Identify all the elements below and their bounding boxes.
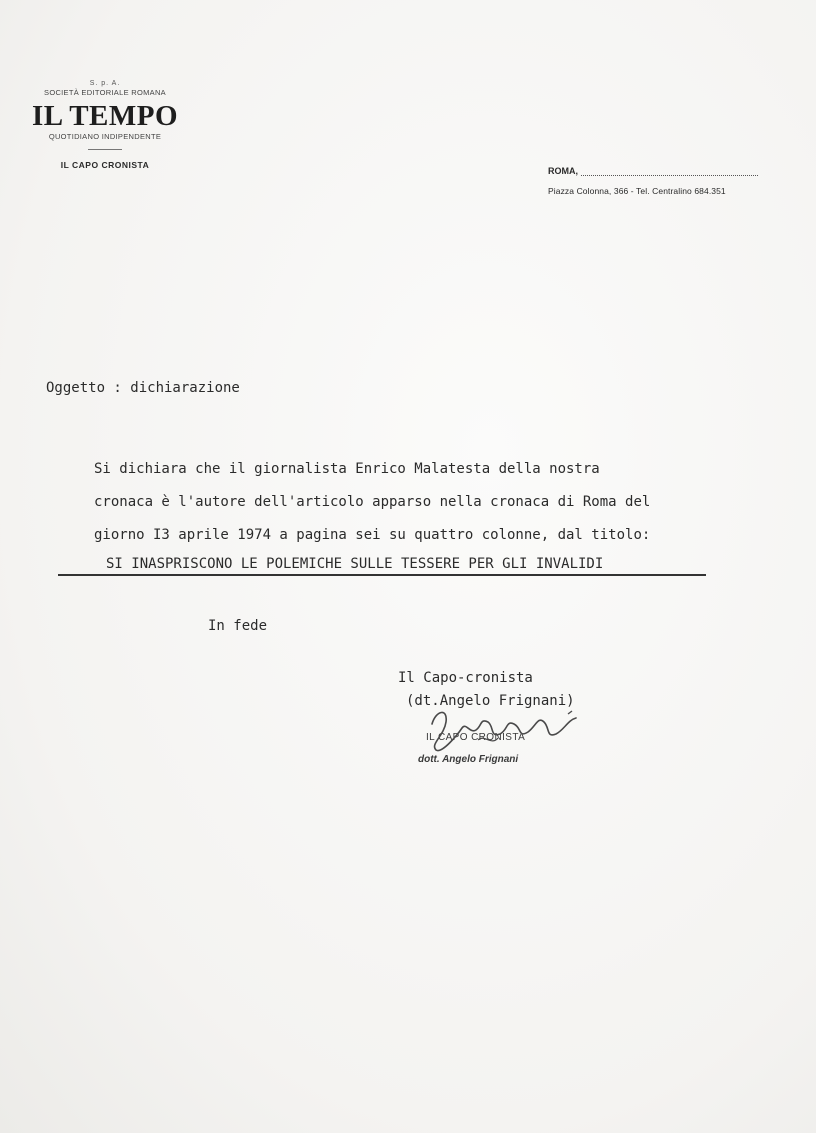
letter-body-line-2: cronaca è l'autore dell'articolo apparso nella cronaca di Roma del [94, 494, 651, 510]
article-headline: SI INASPRISCONO LE POLEMICHE SULLE TESSERE PER GLI INVALIDI [106, 556, 604, 572]
address-street: Piazza Colonna, 366 - Tel. Centralino 684.351 [548, 186, 726, 196]
signature-stamp [418, 704, 618, 779]
handwritten-signature [418, 704, 618, 779]
letterhead-tagline: QUOTIDIANO INDIPENDENTE [48, 132, 162, 141]
letterhead-spa: S. p. A. [89, 80, 121, 87]
address-city-row [548, 166, 758, 176]
letterhead [20, 80, 190, 170]
address-city: ROMA, [548, 166, 578, 176]
signature-name: (dt.Angelo Frignani) [406, 693, 575, 709]
address-block [548, 166, 758, 196]
letterhead-company: SOCIETÀ EDITORIALE ROMANA [44, 88, 166, 97]
stamp-name: dott. Angelo Frignani [418, 754, 519, 765]
letterhead-office: IL CAPO CRONISTA [60, 160, 150, 170]
stamp-office: IL CAPO CRONISTA [426, 732, 526, 743]
letter-subject: Oggetto : dichiarazione [46, 380, 240, 396]
address-date-blank [581, 167, 758, 176]
headline-underline [58, 574, 706, 576]
letterhead-divider [88, 149, 122, 150]
letter-body-line-1: Si dichiara che il giornalista Enrico Malatesta della nostra [94, 461, 600, 477]
letter-closing: In fede [208, 618, 268, 634]
signature-title: Il Capo-cronista [398, 670, 533, 686]
letterhead-newspaper-name: IL TEMPO [31, 100, 179, 132]
letter-body-line-3: giorno I3 aprile 1974 a pagina sei su quattro colonne, dal titolo: [94, 527, 651, 543]
